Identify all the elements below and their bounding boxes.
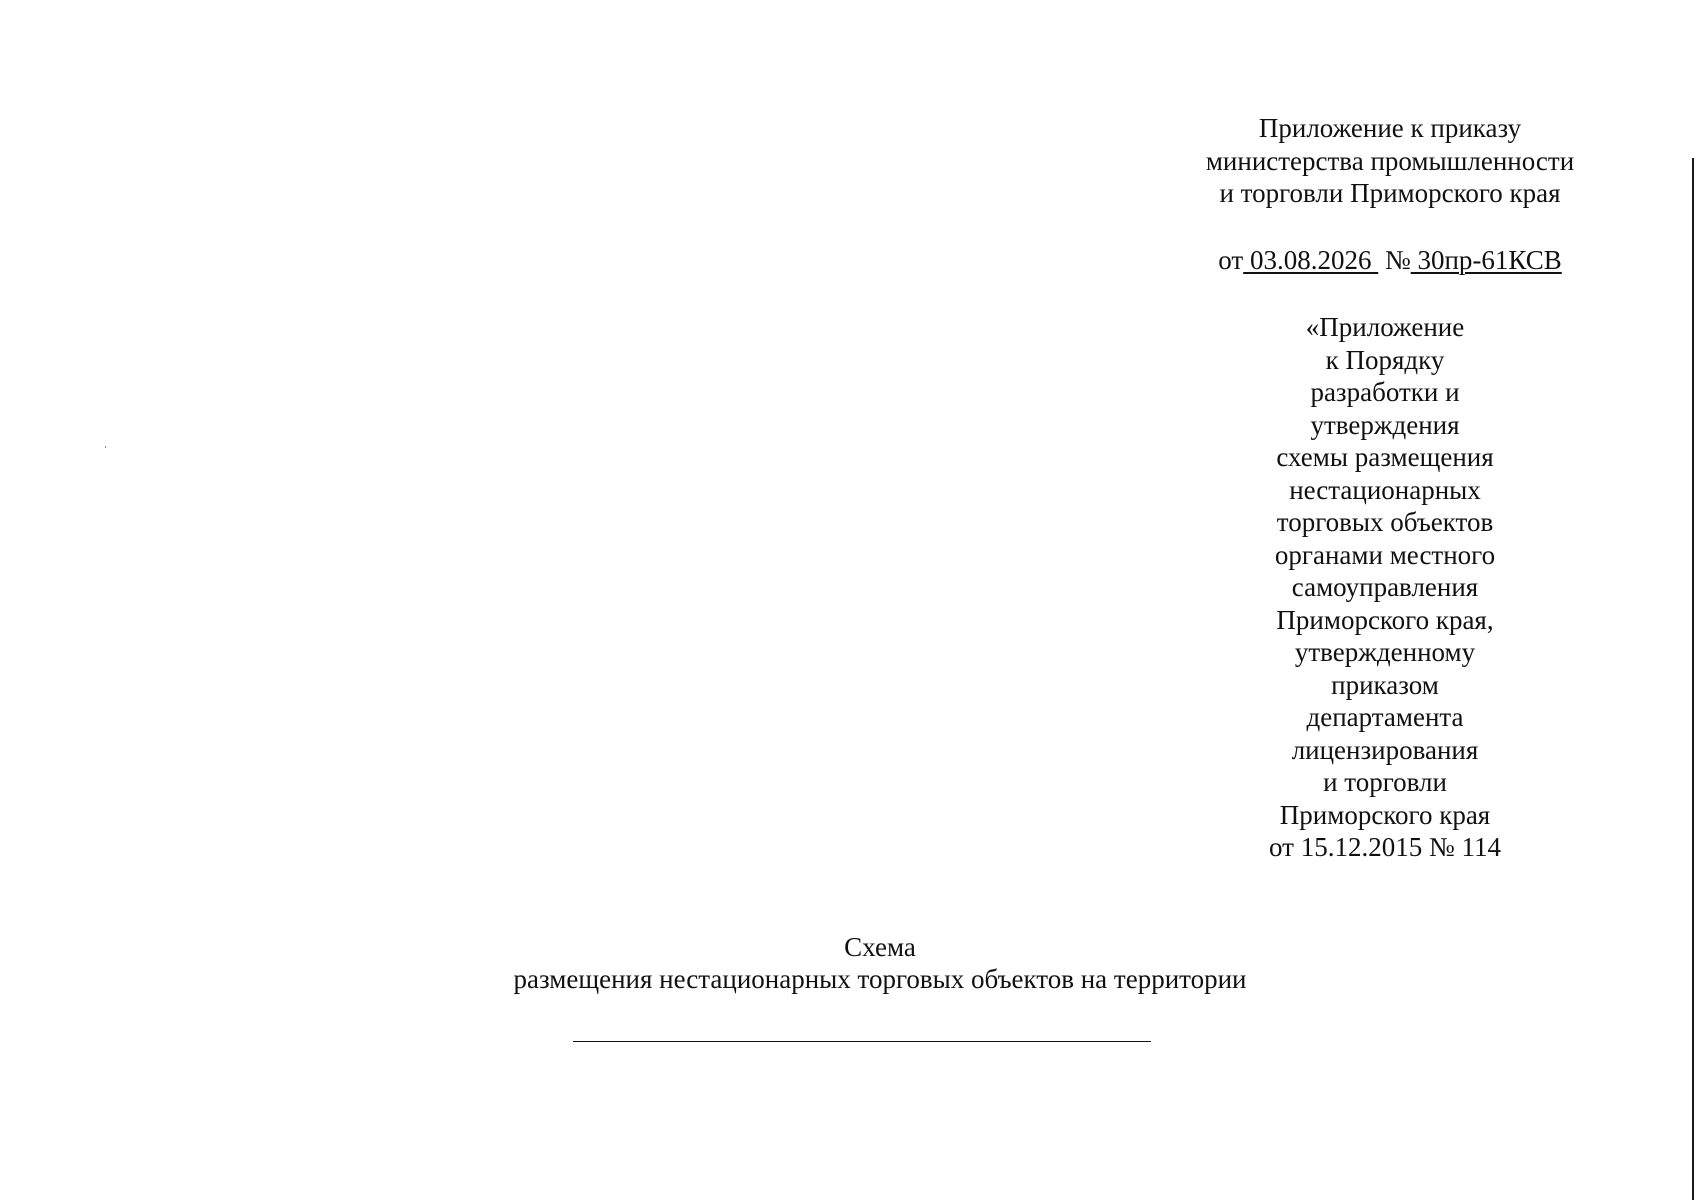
scan-speck <box>105 446 106 448</box>
order-number-sign: № <box>1384 245 1411 275</box>
appendix-line: департамента <box>1306 702 1464 732</box>
header-line: министерства промышленности <box>1205 145 1575 176</box>
scan-edge-line <box>1692 158 1694 1200</box>
appendix-line: утвержденному <box>1294 637 1476 667</box>
appendix-line: органами местного <box>1274 539 1496 570</box>
appendix-line: лицензирования <box>1291 734 1479 765</box>
appendix-line: и торговли <box>1323 767 1447 797</box>
appendix-line: разработки и <box>1310 377 1460 407</box>
appendix-line: торговых объектов <box>1276 507 1494 537</box>
territory-blank-line <box>573 1041 1151 1042</box>
header-line: и торговли Приморского края <box>1219 178 1561 208</box>
appendix-reference <box>1220 311 1550 864</box>
order-reference <box>1170 244 1610 276</box>
order-date: 03.08.2026 <box>1249 245 1372 275</box>
appendix-line: от 15.12.2015 № 114 <box>1269 832 1501 862</box>
order-header <box>1170 112 1610 210</box>
appendix-line: к Порядку <box>1325 344 1445 375</box>
appendix-line: нестационарных <box>1289 474 1481 505</box>
appendix-line: утверждения <box>1310 409 1460 440</box>
appendix-line: приказом <box>1331 669 1439 700</box>
appendix-line: Приморского края, <box>1276 604 1494 635</box>
title-line-1: Схема <box>844 932 916 962</box>
appendix-line: схемы размещения <box>1276 442 1494 472</box>
title-line-2: размещения нестационарных торговых объектов на территории <box>513 964 1247 994</box>
order-number: 30пр-61КСВ <box>1417 245 1562 275</box>
document-title <box>380 931 1380 995</box>
appendix-line: самоуправления <box>1291 572 1479 602</box>
appendix-line: «Приложение <box>1305 312 1465 342</box>
order-prefix: от <box>1218 245 1244 275</box>
header-line: Приложение к приказу <box>1258 113 1522 143</box>
appendix-line: Приморского края <box>1279 799 1491 830</box>
